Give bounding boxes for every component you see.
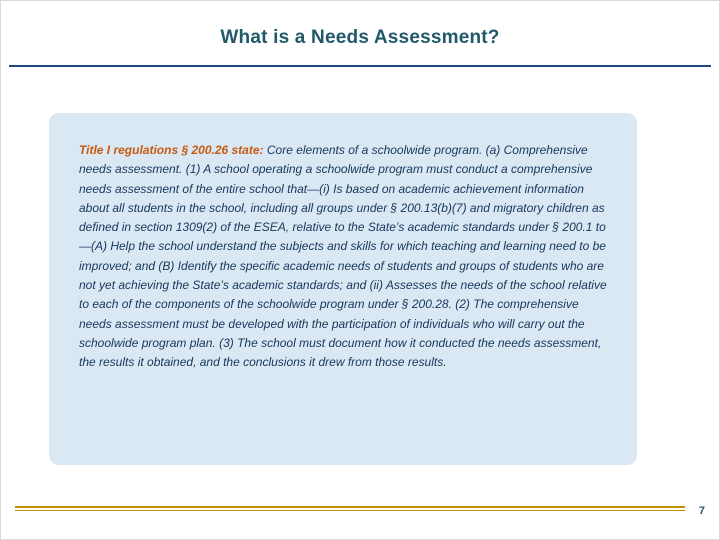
body-paragraph [79, 141, 611, 373]
slide-title: What is a Needs Assessment? [220, 27, 500, 48]
regulation-body-text: Core elements of a schoolwide program. (a) Comprehensive needs assessment. (1) A school operating a schoolwide program must conduct a comprehensive needs assessment of the entire school that—(i) Is based on academic achievement information about all students in the school, including all groups under § 200.13(b)(7) and migratory children as defined in section 1309(2) of the ESEA, relative to the State’s academic standards under § 200.1 to—(A) Help the school understand the subjects and skills for which teaching and learning need to be improved; and (B) Identify the specific academic needs of students and groups of students who are not yet achieving the State’s academic standards; and (ii) Assesses the needs of the school relative to each of the components of the schoolwide program under § 200.28. (2) The comprehensive needs assessment must be developed with the participation of individuals who will carry out the schoolwide program plan. (3) The school must document how it conducted the needs assessment, the results it obtained, and the conclusions it drew from those results. [79, 143, 607, 370]
content-box [49, 113, 637, 465]
footer-divider-line [15, 506, 685, 511]
regulation-lead-in: Title I regulations § 200.26 state: [79, 143, 267, 157]
title-divider-line [9, 65, 711, 67]
page-number: 7 [698, 505, 705, 517]
